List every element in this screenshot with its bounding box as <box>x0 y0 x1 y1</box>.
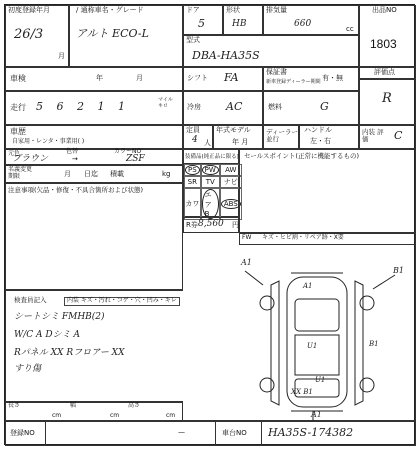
shape-cell <box>223 5 263 35</box>
inspection-items: 内装 キズ・汚れ・コゲ・穴・凹み・キレ <box>64 297 180 306</box>
score-label-cell <box>359 67 416 79</box>
dealer-cell <box>263 125 299 149</box>
mark-line-2 <box>373 275 395 289</box>
score-cell <box>359 79 416 125</box>
name-change-day: 日迄 <box>84 170 98 178</box>
interior-label: 内装 評価 <box>362 128 384 144</box>
inspection-line-2: W/C A Dシミ A <box>14 330 80 340</box>
diagram-mark-u1-roof: U1 <box>307 342 318 350</box>
dealer-label: ディーラー 並行 <box>266 128 298 144</box>
footer-divider-3 <box>261 421 262 446</box>
form-cell <box>183 35 359 67</box>
warranty-value: 有・無 <box>322 74 343 82</box>
model-year-sub: 年 月 <box>232 138 249 146</box>
diagram-mark-a1-hood: A1 <box>303 282 313 290</box>
inspection-cell <box>5 290 183 402</box>
roof <box>295 335 339 375</box>
notes-cell <box>5 183 183 290</box>
capacity-cell <box>183 125 213 149</box>
inspection-line-4: すり傷 <box>14 364 42 374</box>
mileage-unit: マイル キロ <box>158 97 173 109</box>
length-label: 長さ <box>8 402 21 409</box>
fuel-cell <box>263 91 359 125</box>
equip-label: 装備品(純正品に限る) <box>185 154 239 160</box>
name-change-month: 月 <box>64 170 71 178</box>
reg-label: 登録NO <box>10 429 35 437</box>
notes-label: 注意事項(欠品・修復・不具合箇所および状態) <box>8 186 144 194</box>
model-year-cell <box>213 125 263 149</box>
equip-abs: ABS <box>220 188 242 220</box>
form-value: DBA-HA35S <box>192 49 260 62</box>
shape-label: 形状 <box>226 6 240 14</box>
recycle-value: 8,560 <box>198 219 224 229</box>
equip-tv: TV <box>201 176 220 188</box>
diagram-mark-b1-right: B1 <box>393 266 404 275</box>
wheel-fr <box>360 296 374 310</box>
capacity-value: 4 <box>192 135 198 145</box>
interior-cell <box>359 125 416 149</box>
shape-value: HB <box>232 19 247 29</box>
first-reg-value: 26/3 <box>14 27 44 42</box>
damage-diagram-cell <box>183 245 416 421</box>
diagram-mark-a1-front: A1 <box>241 258 252 267</box>
disp-unit: cc <box>346 25 354 33</box>
dimensions-cell <box>5 402 183 421</box>
equip-kawa: カワ <box>184 188 201 220</box>
lot-label: 出品NO <box>372 6 397 14</box>
height-label: 高さ <box>128 402 141 409</box>
shift-label: シフト <box>187 74 208 82</box>
warranty-cell <box>263 67 359 91</box>
fuel-label: 燃料 <box>268 103 282 111</box>
color-value: ブラウン <box>12 154 49 164</box>
wheel-fl <box>260 296 274 310</box>
right-side <box>355 281 363 405</box>
width-label: 幅 <box>70 402 77 409</box>
selling-points-cell <box>239 149 416 233</box>
equip-grid <box>183 163 239 217</box>
lot-cell <box>359 5 416 67</box>
windshield <box>295 299 339 331</box>
reg-dash: — <box>178 428 185 436</box>
door-label: ドア <box>186 6 200 14</box>
disp-cell <box>263 5 359 35</box>
first-reg-cell <box>5 5 69 67</box>
ac-label: 冷房 <box>187 103 201 111</box>
ac-value: AC <box>226 100 243 113</box>
history-cell <box>5 125 183 149</box>
shift-cell <box>183 67 263 91</box>
chassis-label: 車台NO <box>222 429 247 437</box>
warranty-label: 保証書 <box>266 68 287 76</box>
color-cell <box>5 149 183 165</box>
mileage-label: 走行 <box>10 103 26 112</box>
color-code-value: ZSF <box>126 154 145 164</box>
inspection-line-1: シートシミ FMHB(2) <box>14 312 105 322</box>
footer-divider-2 <box>215 421 216 446</box>
equip-pw: PW <box>201 164 220 176</box>
mileage-cell <box>5 91 183 125</box>
diagram-mark-a1-rear: A1 <box>311 410 322 419</box>
selling-points-label: セールスポイント(正常に機能するもの) <box>244 152 359 160</box>
history-sub: 自家用・レンタ・事業用( ) <box>12 138 85 145</box>
color-orig-label: 元色 <box>8 150 21 157</box>
fw-label: FW <box>242 234 252 241</box>
shaken-month-label: 月 <box>136 74 143 82</box>
ac-cell <box>183 91 263 125</box>
handle-cell <box>299 125 359 149</box>
warranty-sub: 新車登録ディーラー期間 <box>266 79 321 85</box>
inspection-label: 検査員記入 <box>14 296 47 304</box>
mark-line-1 <box>245 271 263 285</box>
diagram-mark-b1-side: B1 <box>369 340 379 348</box>
equip-sr: SR <box>184 176 201 188</box>
name-change-label: 名義変更 期限 <box>8 166 33 180</box>
color-code-label: カラーNO <box>114 148 142 155</box>
wheel-rl <box>260 378 274 392</box>
shaken-cell <box>5 67 183 91</box>
mileage-value: 5 6 2 1 1 <box>36 100 130 113</box>
disp-value: 660 <box>294 19 312 29</box>
door-cell <box>183 5 223 35</box>
fw-cell <box>239 233 416 245</box>
load-label: 積載 <box>110 170 124 178</box>
recycle-unit: 円 <box>232 221 239 229</box>
form-label: 型式 <box>186 36 200 44</box>
footer-divider-1 <box>45 421 46 446</box>
model-cell <box>69 5 183 67</box>
disp-label: 排気量 <box>266 6 287 14</box>
equip-airbag: エアB <box>201 188 220 220</box>
first-reg-label: 初度登録年月 <box>8 6 50 14</box>
recycle-label: R券 <box>186 221 198 229</box>
interior-value: C <box>394 129 403 142</box>
name-change-cell <box>5 165 183 183</box>
capacity-label: 定員 <box>186 126 200 134</box>
score-label: 評価点 <box>374 68 395 76</box>
model-year-label: 年式モデル <box>216 126 251 134</box>
model-label: / 通称車名・グレード <box>76 6 144 14</box>
equip-ps: PS <box>184 164 201 176</box>
capacity-unit: 人 <box>204 139 211 147</box>
color-arrow: → <box>72 155 78 163</box>
left-side <box>271 281 279 405</box>
color-change-label: 色替 <box>66 148 79 155</box>
inspection-line-3: Rパネル XX Rフロアー XX <box>14 348 125 358</box>
diagram-mark-xx-b1: XX B1 <box>291 388 313 396</box>
score-value: R <box>382 91 392 106</box>
footer-row <box>5 421 416 446</box>
door-value: 5 <box>198 17 205 30</box>
length-unit: cm <box>52 412 62 419</box>
model-value: アルト ECO-L <box>76 27 149 40</box>
fuel-value: G <box>320 100 329 113</box>
chassis-value: HA35S-174382 <box>268 426 354 439</box>
equip-navi: ナビ <box>220 176 242 188</box>
auction-sheet <box>4 4 415 445</box>
shaken-year-label: 年 <box>96 74 103 82</box>
load-unit: kg <box>162 170 171 178</box>
lot-value: 1803 <box>370 37 397 51</box>
handle-label: ハンドル <box>304 126 332 134</box>
width-unit: cm <box>110 412 120 419</box>
diagram-mark-u1-rear: U1 <box>315 376 326 384</box>
shift-value: FA <box>224 71 239 84</box>
month-suffix: 月 <box>58 52 65 60</box>
wheel-rr <box>360 378 374 392</box>
handle-value: 左・右 <box>310 137 331 145</box>
equip-aw: AW <box>220 164 242 176</box>
recycle-cell <box>183 217 239 233</box>
height-unit: cm <box>166 412 176 419</box>
shaken-label: 車検 <box>10 74 26 83</box>
fw-text: キズ・ヒビ割・リペア跡・X要 <box>262 234 344 241</box>
history-label: 車歴 <box>10 127 26 136</box>
